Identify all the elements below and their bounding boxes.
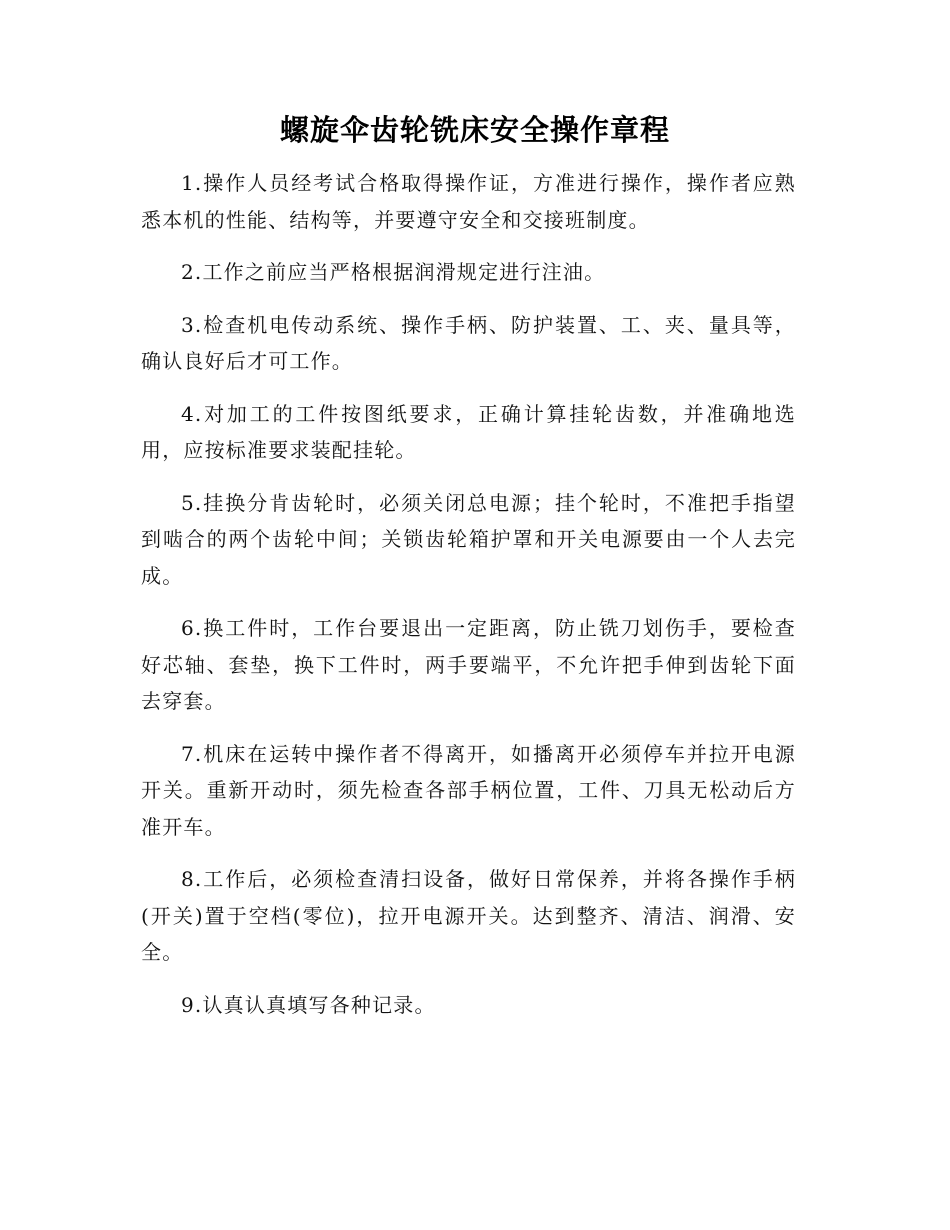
rule-paragraph-1: 1.操作人员经考试合格取得操作证，方准进行操作，操作者应熟悉本机的性能、结构等，并要遵守安全和交接班制度。 <box>141 171 796 232</box>
rule-paragraph-6: 6.换工件时，工作台要退出一定距离，防止铣刀划伤手，要检查好芯轴、套垫，换下工件时，两手要端平，不允许把手伸到齿轮下面去穿套。 <box>141 616 796 713</box>
rule-paragraph-8: 8.工作后，必须检查清扫设备，做好日常保养，并将各操作手柄(开关)置于空档(零位)，拉开电源开关。达到整齐、清洁、润滑、安全。 <box>141 867 796 964</box>
rule-paragraph-4: 4.对加工的工件按图纸要求，正确计算挂轮齿数，并准确地选用，应按标准要求装配挂轮。 <box>141 401 796 462</box>
rule-paragraph-9: 9.认真认真填写各种记录。 <box>181 992 436 1017</box>
rule-paragraph-3: 3.检查机电传动系统、操作手柄、防护装置、工、夹、量具等，确认良好后才可工作。 <box>141 312 796 373</box>
rule-paragraph-2: 2.工作之前应当严格根据润滑规定进行注油。 <box>181 260 606 284</box>
rule-paragraph-5: 5.挂换分肯齿轮时，必须关闭总电源；挂个轮时，不准把手指望到啮合的两个齿轮中间；关锁齿轮箱护罩和开关电源要由一个人去完成。 <box>141 490 796 588</box>
rule-paragraph-7: 7.机床在运转中操作者不得离开，如播离开必须停车并拉开电源开关。重新开动时，须先检查各部手柄位置，工件、刀具无松动后方准开车。 <box>141 741 796 839</box>
document-title: 螺旋伞齿轮铣床安全操作章程 <box>279 113 670 147</box>
document-body <box>141 165 796 1039</box>
